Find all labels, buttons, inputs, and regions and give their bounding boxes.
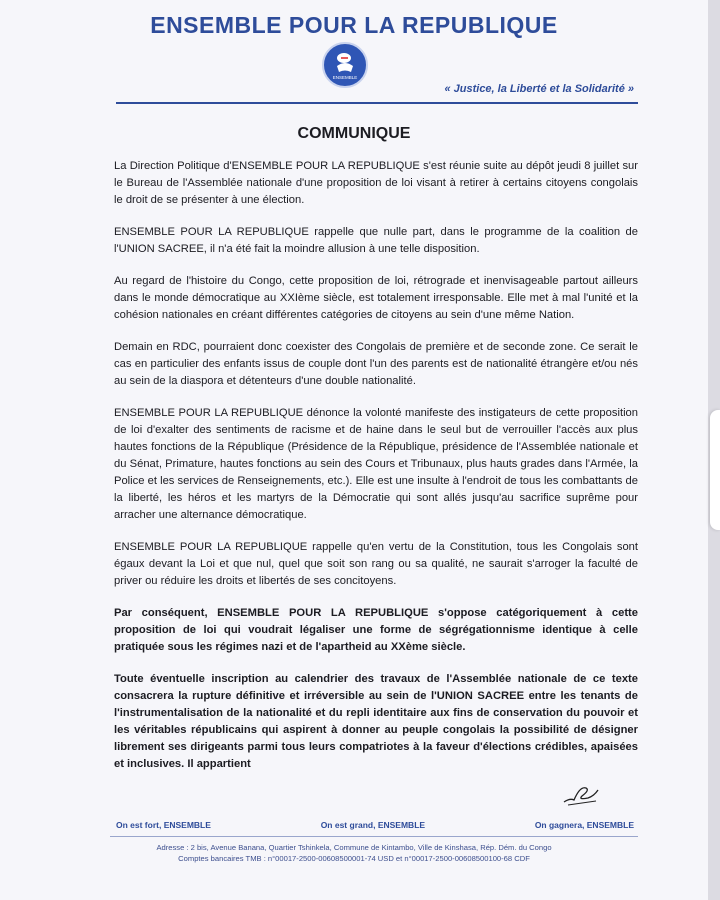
party-logo-icon bbox=[324, 44, 366, 86]
paragraph-5: ENSEMBLE POUR LA REPUBLIQUE dénonce la volonté manifeste des instigateurs de cette proposition de loi d'exalter des sentiments de racisme et de haine dans le seul but de verrouiller l'accès aux plus hautes fonctions de la République (Présidence de la République, présidence de l'Assemblée nationale et du Sénat, Primature, hautes fonctions au sein des Cours et Tribunaux, plus hauts grades dans l'Armée, la Police et les services de Renseignements, etc.). Elle est une insulte à l'endroit de tous les combattants de la liberté, les héros et les martyrs de la Démocratie qui sont allés jusqu'au sacrifice suprême pour arracher une alternance démocratique. bbox=[114, 407, 638, 521]
paragraph-1: La Direction Politique d'ENSEMBLE POUR LA REPUBLIQUE s'est réunie suite au dépôt jeudi 8 juillet sur le Bureau de l'Assemblée nationale d'une proposition de loi visant à retirer à certains citoyens congolais le droit de se présenter à une élection. bbox=[114, 160, 638, 206]
footer-address bbox=[0, 842, 708, 864]
logo-text: ENSEMBLE bbox=[332, 75, 358, 80]
party-logo bbox=[322, 42, 368, 88]
party-slogan: « Justice, la Liberté et la Solidarité » bbox=[444, 83, 634, 95]
paragraph-2: ENSEMBLE POUR LA REPUBLIQUE rappelle que nulle part, dans le programme de la coalition de l'UNION SACREE, il n'a été fait la moindre allusion à une telle disposition. bbox=[114, 226, 638, 255]
bank-accounts-line: Comptes bancaires TMB : n°00017-2500-00608500001-74 USD et n°00017-2500-00608500100-68 CDF bbox=[178, 854, 530, 863]
paragraph-8: Toute éventuelle inscription au calendrier des travaux de l'Assemblée nationale de ce texte consacrera la rupture définitive et irréversible au sein de l'UNION SACREE entre les tenants de l'instrumentalisation de la nationalité et du repli identitaire aux fins de conservation du pouvoir et les véritables républicains qui aspirent à donner au peuple congolais la possibilité de désigner librement ses dirigeants parmi tous leurs compatriotes à la faveur d'élections crédibles, apaisées et inclusives. Il appartient bbox=[114, 673, 638, 770]
footer-motto-2: On est grand, ENSEMBLE bbox=[320, 820, 426, 830]
paragraph-4: Demain en RDC, pourraient donc coexister des Congolais de première et de seconde zone. Ce serait le cas en particulier des enfants issus de couple dont l'un des parents est de nationalité étrangère et/ou nés au sein de la diaspora et détenteurs d'une double nationalité. bbox=[114, 341, 638, 387]
paragraph-7: Par conséquent, ENSEMBLE POUR LA REPUBLIQUE s'oppose catégoriquement à cette proposition de loi qui voudrait légaliser une forme de ségrégationnisme identique à celle pratiquée sous les régimes nazi et de l'apartheid au XXème siècle. bbox=[114, 607, 638, 653]
footer-divider bbox=[110, 836, 638, 837]
document-title: COMMUNIQUE bbox=[297, 125, 411, 142]
paragraph-3: Au regard de l'histoire du Congo, cette proposition de loi, rétrograde et inenvisageable partout ailleurs dans le monde démocratique au XXIème siècle, est totalement irresponsable. Elle met à mal l'unité et la cohésion nationales en créant différentes catégories de citoyens au sein d'une même Nation. bbox=[114, 275, 638, 321]
footer-motto-3: On gagnera, ENSEMBLE bbox=[534, 820, 634, 830]
header-divider bbox=[116, 102, 638, 104]
footer-mottos bbox=[116, 820, 634, 830]
paragraph-6: ENSEMBLE POUR LA REPUBLIQUE rappelle qu'en vertu de la Constitution, tous les Congolais sont égaux devant la Loi et que nul, quel que soit son rang ou sa qualité, ne saurait s'arroger la faculté de priver ou réduire les droits et libertés de ses concitoyens. bbox=[114, 541, 638, 587]
footer-motto-1: On est fort, ENSEMBLE bbox=[116, 820, 211, 830]
document-body bbox=[114, 158, 638, 788]
handwritten-signature bbox=[560, 780, 604, 808]
party-name-header: ENSEMBLE POUR LA REPUBLIQUE bbox=[150, 12, 558, 38]
side-scroll-tab[interactable] bbox=[710, 410, 720, 530]
address-line: Adresse : 2 bis, Avenue Banana, Quartier Tshinkela, Commune de Kintambo, Ville de Kinshasa, Rép. Dém. du Congo bbox=[156, 843, 552, 852]
